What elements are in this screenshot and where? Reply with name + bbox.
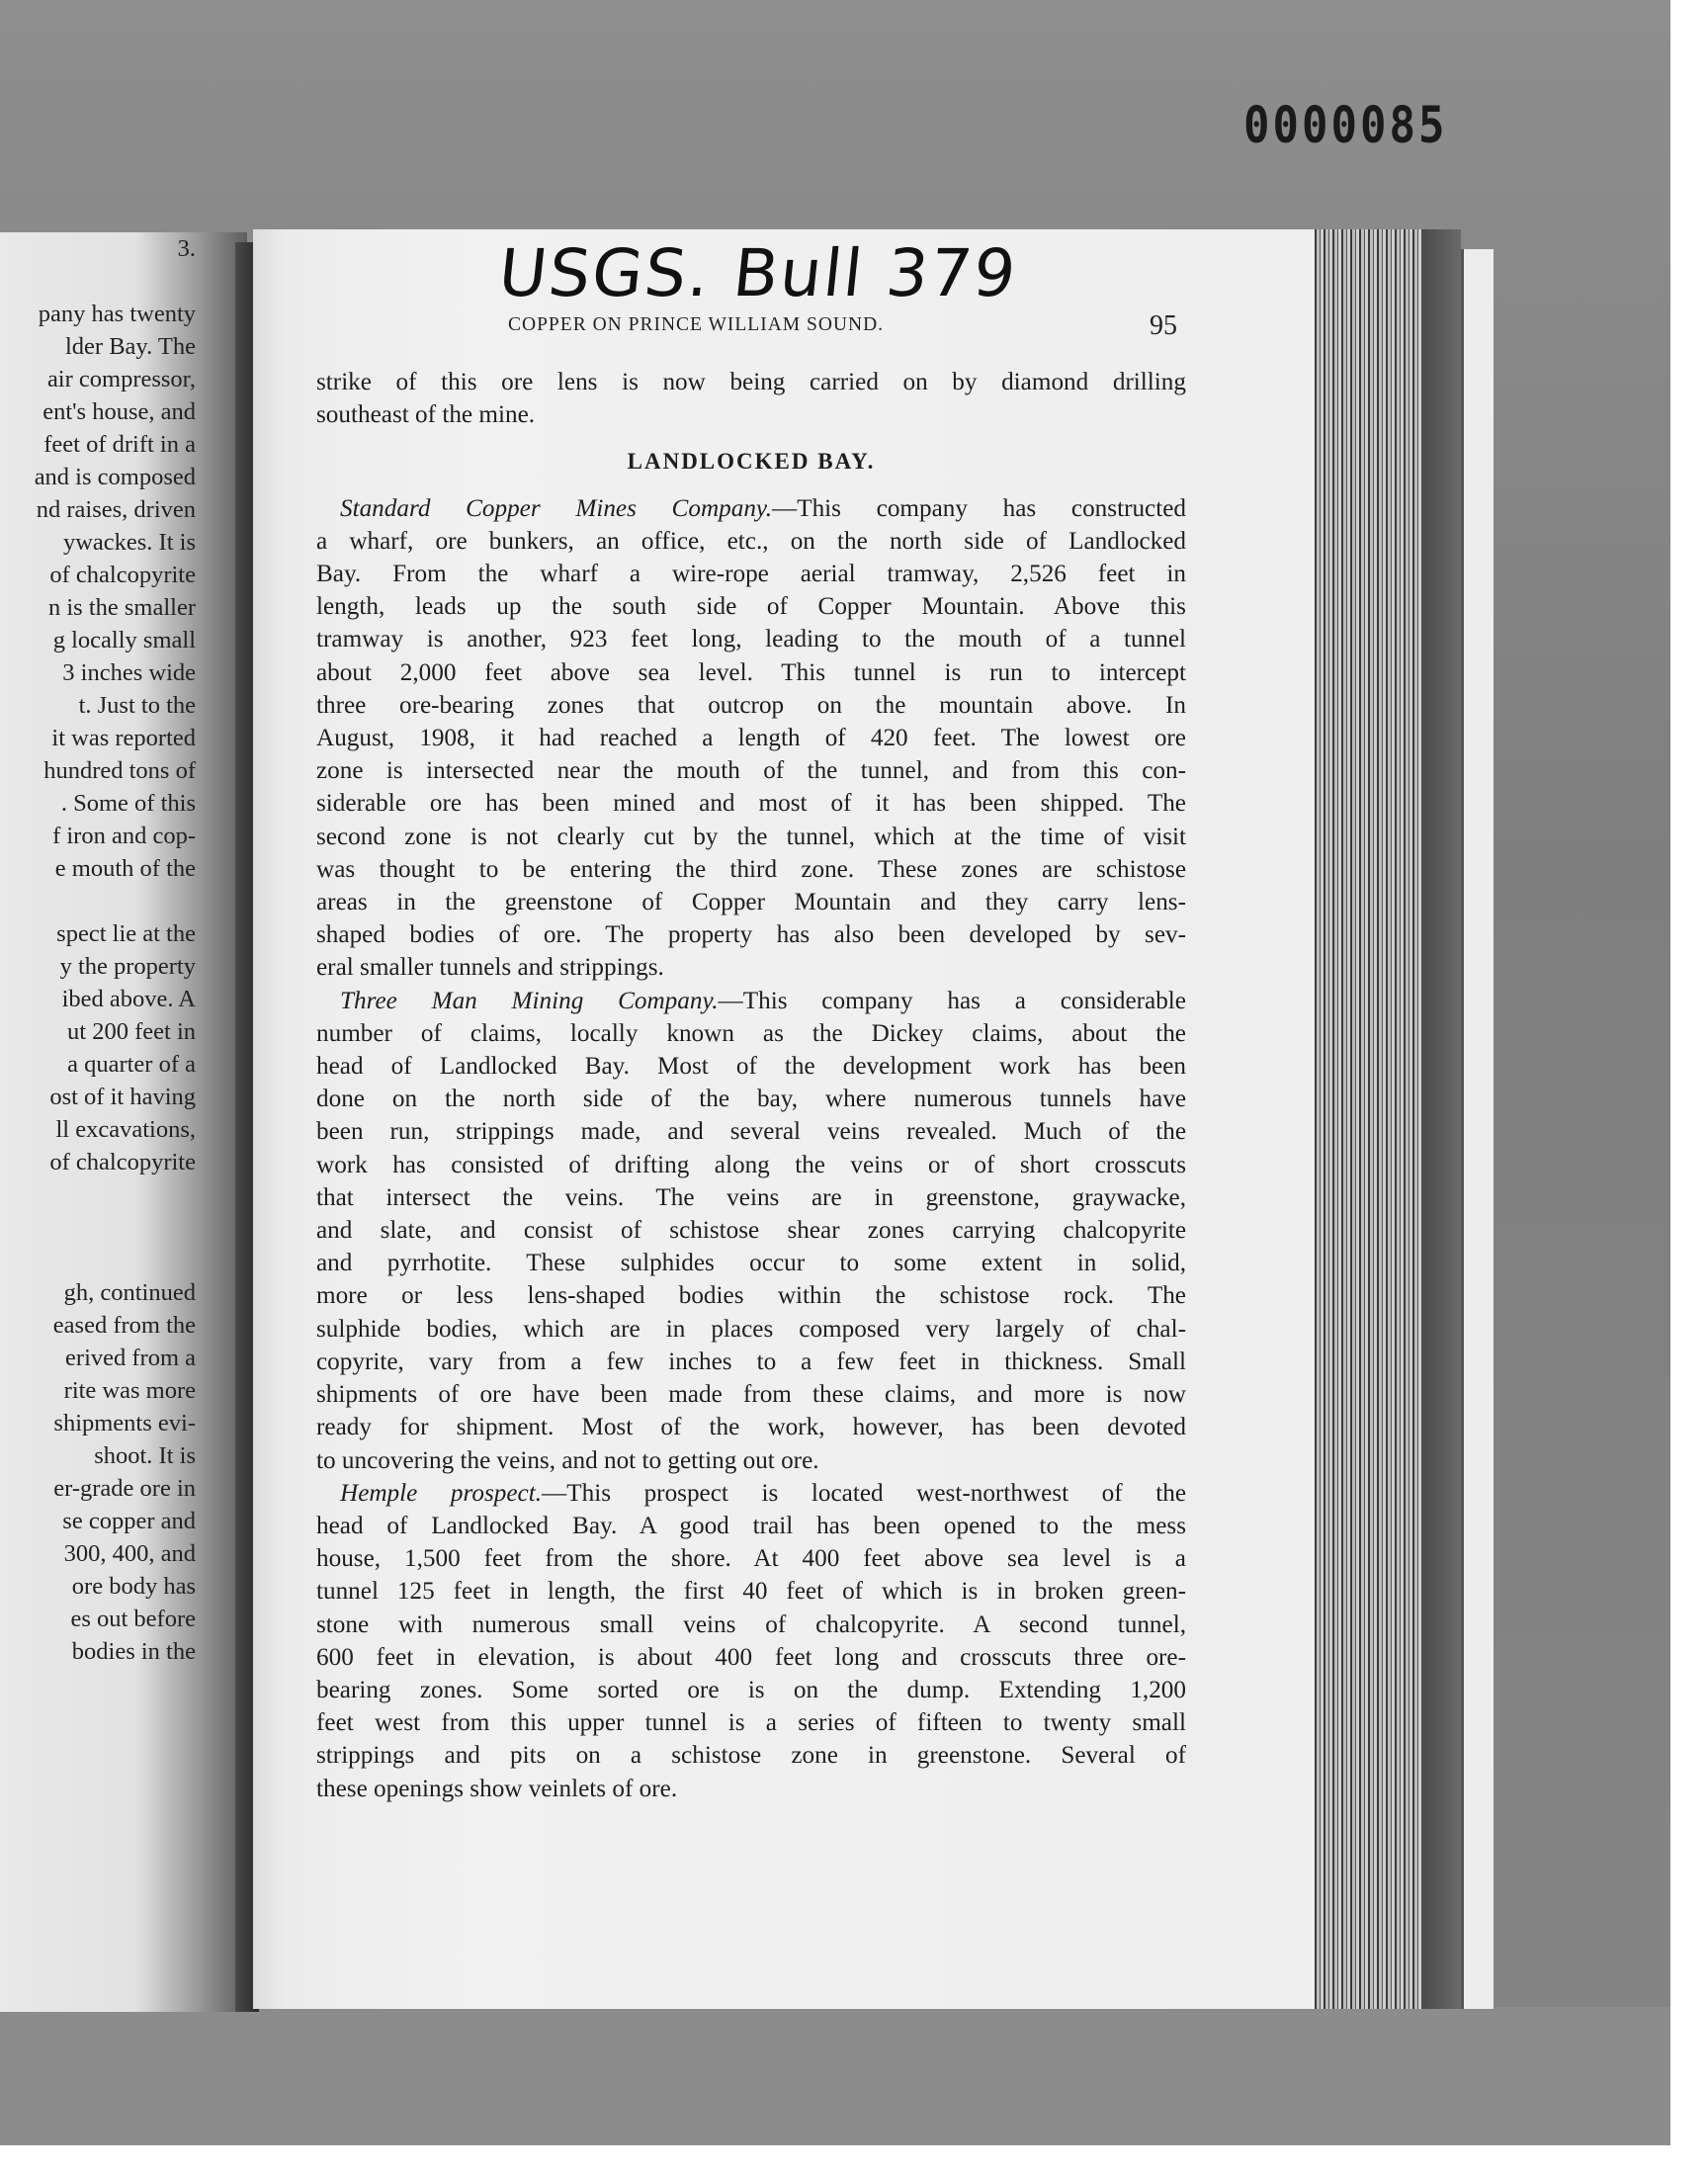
- left-page: [0, 232, 247, 2012]
- text-line: [316, 722, 1186, 754]
- text-line: [316, 623, 1186, 655]
- text-line: [316, 1674, 1186, 1706]
- text-line: [316, 1149, 1186, 1181]
- left-page-line: pany has twenty: [38, 301, 196, 327]
- line-text: and slate, and consist of schistose shear zones carrying chalcopyrite: [316, 1217, 1186, 1245]
- text-line: [316, 1411, 1186, 1443]
- text-line: [316, 656, 1186, 689]
- left-page-line: gh, continued: [63, 1279, 196, 1306]
- left-page-line: shoot. It is: [94, 1442, 196, 1469]
- text-line: [316, 1083, 1186, 1115]
- text-line: [316, 985, 1186, 1017]
- paragraph-hemple: [316, 1477, 1186, 1805]
- text-line: [316, 821, 1186, 853]
- paragraph-lead: Hemple prospect.: [340, 1479, 543, 1507]
- left-page-line: ll excavations,: [55, 1116, 196, 1143]
- document-stamp: 0000085: [1243, 97, 1448, 155]
- text-line: [316, 398, 1186, 431]
- running-head: COPPER ON PRINCE WILLIAM SOUND.: [508, 314, 885, 335]
- book-board: [1461, 249, 1494, 2009]
- left-page-line: 300, 400, and: [63, 1540, 196, 1567]
- left-page-line: . Some of this: [60, 790, 196, 817]
- text-line: [316, 787, 1186, 820]
- line-text: work has consisted of drifting along the veins or of short crosscuts: [316, 1151, 1186, 1178]
- paragraph-lead: Standard Copper Mines Company.: [340, 494, 773, 522]
- left-page-line: [35, 1211, 196, 1244]
- left-page-line: y the property: [59, 953, 196, 980]
- paragraph-three-man: [316, 985, 1186, 1477]
- left-page-line: erived from a: [65, 1345, 196, 1371]
- text-line: [316, 1510, 1186, 1542]
- line-text: southeast of the mine.: [316, 401, 536, 429]
- left-page-line: 3 inches wide: [62, 659, 196, 686]
- line-text: areas in the greenstone of Copper Mountain and they carry lens-: [316, 889, 1186, 916]
- left-page-line: spect lie at the: [56, 920, 196, 947]
- text-line: [316, 1050, 1186, 1083]
- line-text: head of Landlocked Bay. Most of the development work has been: [316, 1053, 1186, 1081]
- line-text: number of claims, locally known as the Dickey claims, about the: [316, 1019, 1186, 1047]
- book-cover-edge: [1421, 229, 1461, 2009]
- text-line: [316, 1346, 1186, 1378]
- text-line: [316, 951, 1186, 984]
- line-text: siderable ore has been mined and most of it has been shipped. The: [316, 790, 1186, 818]
- line-text: eral smaller tunnels and strippings.: [316, 954, 664, 982]
- line-text: August, 1908, it had reached a length of 420 feet. The lowest ore: [316, 725, 1186, 752]
- line-text: more or less lens-shaped bodies within the schistose rock. The: [316, 1282, 1186, 1310]
- line-text: strike of this ore lens is now being carried on by diamond drilling: [316, 369, 1186, 395]
- text-line: [316, 1773, 1186, 1805]
- line-text: —This prospect is located west-northwest of the: [542, 1479, 1187, 1507]
- left-page-line: [35, 1244, 196, 1276]
- line-text: three ore-bearing zones that outcrop on the mountain above. In: [316, 691, 1186, 719]
- text-line: [316, 1477, 1186, 1510]
- line-text: that intersect the veins. The veins are in greenstone, graywacke,: [316, 1183, 1186, 1211]
- left-page-line: [35, 885, 196, 917]
- text-line: [316, 525, 1186, 558]
- line-text: house, 1,500 feet from the shore. At 400 feet above sea level is a: [316, 1545, 1186, 1573]
- line-text: second zone is not clearly cut by the tunnel, which at the time of visit: [316, 823, 1186, 850]
- left-page-line: f iron and cop-: [52, 823, 196, 849]
- line-text: these openings show veinlets of ore.: [316, 1775, 678, 1802]
- left-page-line: nd raises, driven: [36, 496, 196, 523]
- line-text: shipments of ore have been made from these claims, and more is now: [316, 1381, 1186, 1409]
- left-page-line: er-grade ore in: [53, 1475, 196, 1502]
- left-page-line: es out before: [70, 1606, 196, 1632]
- text-line: [316, 1115, 1186, 1148]
- text-line: [316, 1609, 1186, 1641]
- left-page-line: ibed above. A: [61, 986, 196, 1012]
- scan-bottom-border: [0, 2007, 1670, 2145]
- text-line: [316, 853, 1186, 886]
- left-page-line: shipments evi-: [53, 1410, 196, 1436]
- text-line: [316, 558, 1186, 590]
- line-text: 600 feet in elevation, is about 400 feet long and crosscuts three ore-: [316, 1643, 1186, 1671]
- line-text: ready for shipment. Most of the work, however, has been devoted: [316, 1414, 1186, 1441]
- left-page-line: g locally small: [52, 627, 196, 653]
- line-text: tramway is another, 923 feet long, leading to the mouth of a tunnel: [316, 626, 1186, 653]
- intro-paragraph: [316, 366, 1186, 431]
- line-text: to uncovering the veins, and not to getting out ore.: [316, 1446, 819, 1474]
- left-page-line: ost of it having: [49, 1084, 196, 1110]
- line-text: copyrite, vary from a few inches to a few feet in thickness. Small: [316, 1348, 1186, 1375]
- left-page-line: a quarter of a: [67, 1051, 196, 1078]
- left-page-line: of chalcopyrite: [49, 562, 196, 588]
- line-text: —This company has constructed: [772, 494, 1186, 522]
- line-text: done on the north side of the bay, where numerous tunnels have: [316, 1086, 1186, 1113]
- line-text: —This company has a considerable: [718, 987, 1186, 1014]
- section-heading: LANDLOCKED BAY.: [627, 449, 876, 475]
- paragraph-standard-copper: [316, 492, 1186, 985]
- text-line: [316, 754, 1186, 787]
- text-line: [316, 1181, 1186, 1214]
- left-page-line: t. Just to the: [78, 692, 196, 719]
- left-page-line: ut 200 feet in: [67, 1018, 196, 1045]
- paragraph-lead: Three Man Mining Company.: [340, 987, 719, 1014]
- text-line: [316, 492, 1186, 525]
- text-line: [316, 1444, 1186, 1477]
- left-page-line: ore body has: [71, 1573, 196, 1600]
- text-line: [316, 1279, 1186, 1312]
- text-line: [316, 1017, 1186, 1050]
- line-text: bearing zones. Some sorted ore is on the dump. Extending 1,200: [316, 1676, 1186, 1703]
- left-page-line: n is the smaller: [47, 594, 196, 621]
- line-text: about 2,000 feet above sea level. This tunnel is run to intercept: [316, 658, 1186, 686]
- text-line: [316, 1378, 1186, 1411]
- left-page-line: hundred tons of: [43, 757, 196, 784]
- left-page-line: air compressor,: [46, 366, 196, 392]
- left-page-line: of chalcopyrite: [49, 1149, 196, 1175]
- left-page-line: bodies in the: [71, 1638, 196, 1665]
- left-page-line: [35, 265, 196, 298]
- line-text: sulphide bodies, which are in places composed very largely of chal-: [316, 1315, 1186, 1343]
- page-body: [316, 366, 1186, 1805]
- line-text: strippings and pits on a schistose zone in greenstone. Several of: [316, 1742, 1186, 1770]
- text-line: [316, 1313, 1186, 1346]
- line-text: tunnel 125 feet in length, the first 40 feet of which is in broken green-: [316, 1578, 1186, 1606]
- left-page-line: ent's house, and: [43, 398, 196, 425]
- left-page-line: 3.: [177, 235, 196, 262]
- text-line: [316, 689, 1186, 722]
- text-line: [316, 1739, 1186, 1772]
- text-line: [316, 1214, 1186, 1247]
- left-page-line: rite was more: [63, 1377, 196, 1404]
- text-line: [316, 590, 1186, 623]
- line-text: stone with numerous small veins of chalcopyrite. A second tunnel,: [316, 1610, 1186, 1638]
- left-page-line: eased from the: [52, 1312, 196, 1339]
- handwritten-note: USGS. Bull 379: [494, 235, 1021, 311]
- line-text: zone is intersected near the mouth of the tunnel, and from this con-: [316, 757, 1186, 785]
- line-text: was thought to be entering the third zone. These zones are schistose: [316, 855, 1186, 883]
- left-page-line: it was reported: [51, 725, 196, 751]
- line-text: and pyrrhotite. These sulphides occur to some extent in solid,: [316, 1250, 1186, 1277]
- line-text: been run, strippings made, and several veins revealed. Much of the: [316, 1118, 1186, 1146]
- text-line: [316, 1575, 1186, 1608]
- left-page-line: [35, 1178, 196, 1211]
- text-line: [316, 1542, 1186, 1575]
- text-line: [316, 366, 1186, 398]
- left-page-line: and is composed: [34, 464, 196, 490]
- text-line: [316, 886, 1186, 918]
- line-text: Bay. From the wharf a wire-rope aerial tramway, 2,526 feet in: [316, 561, 1186, 588]
- left-page-line: lder Bay. The: [65, 333, 196, 360]
- text-line: [316, 1247, 1186, 1279]
- line-text: feet west from this upper tunnel is a series of fifteen to twenty small: [316, 1709, 1186, 1737]
- left-page-line: feet of drift in a: [43, 431, 196, 458]
- left-page-text: [35, 232, 196, 1668]
- left-page-line: se copper and: [62, 1508, 196, 1534]
- line-text: head of Landlocked Bay. A good trail has been opened to the mess: [316, 1512, 1186, 1539]
- text-line: [316, 1706, 1186, 1739]
- left-page-line: e mouth of the: [54, 855, 196, 882]
- page-number: 95: [1150, 310, 1177, 341]
- line-text: shaped bodies of ore. The property has also been developed by sev-: [316, 921, 1186, 949]
- text-line: [316, 1641, 1186, 1674]
- text-line: [316, 918, 1186, 951]
- line-text: length, leads up the south side of Copper Mountain. Above this: [316, 593, 1186, 621]
- left-page-line: ywackes. It is: [62, 529, 196, 556]
- line-text: a wharf, ore bunkers, an office, etc., on the north side of Landlocked: [316, 527, 1186, 555]
